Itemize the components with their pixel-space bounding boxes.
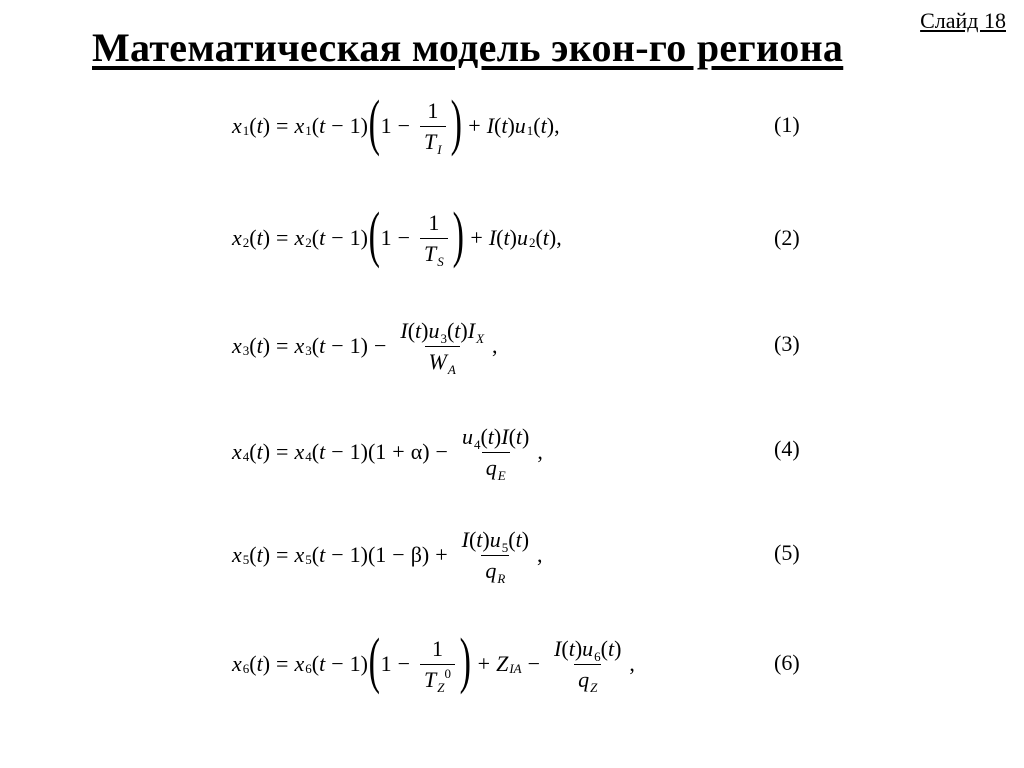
subscript: Z [437,679,445,695]
greek-alpha: α [410,439,423,464]
plus-sign: + [470,225,483,250]
paren: ( [249,439,257,464]
var-x: x [294,439,305,464]
var-t: t [256,333,263,358]
var-x: x [232,113,242,138]
paren: ) [522,424,530,450]
fraction [550,636,625,695]
paren: ) [482,527,490,553]
paren: ) [493,424,502,450]
var-q: q [485,557,497,583]
right-big-paren: ) [450,89,462,157]
var-u: u [516,225,528,250]
fraction-denominator [425,346,460,377]
minus-sign: − [331,333,344,358]
comma: , [492,333,498,358]
plus-sign: + [392,439,405,464]
paren: ( [533,113,541,138]
index: 4 [473,437,481,453]
var-x: x [294,542,305,567]
minus-sign: − [435,439,448,464]
paren: ) [360,225,368,250]
comma: , [556,225,562,250]
var-u: u [461,424,473,450]
number-one: 1 [380,225,392,250]
index: 1 [242,123,250,138]
equation-number: (4) [774,436,800,461]
minus-sign: − [331,225,344,250]
index: 2 [528,235,536,250]
left-big-paren: ( [368,627,380,695]
var-t: t [503,225,510,250]
minus-sign: − [397,113,411,138]
var-t: t [607,636,615,662]
paren: ( [311,333,320,358]
subscript: S [437,253,444,269]
var-x: x [232,333,242,358]
number-one: 1 [349,439,361,464]
fraction-denominator [574,664,601,695]
minus-sign: − [527,651,541,676]
fraction-numerator: 1 [427,98,439,124]
var-t: t [256,651,263,676]
paren: ) [546,113,555,138]
paren: ( [311,651,320,676]
var-T: T [424,666,437,692]
var-x: x [232,651,242,676]
minus-sign: − [373,333,387,358]
paren: ( [311,113,320,138]
paren: ( [494,113,502,138]
paren: ) [262,333,271,358]
equation-number: (2) [774,225,800,250]
var-t: t [568,636,575,662]
minus-sign: − [392,542,405,567]
fraction [420,636,455,695]
paren: ( [249,651,257,676]
index: 1 [305,123,312,138]
equals-sign: = [276,651,289,676]
number-one: 1 [380,651,392,676]
index: 6 [594,649,601,665]
paren: ) [421,318,429,344]
minus-sign: − [331,651,344,676]
var-q: q [578,666,590,692]
index: 3 [242,343,250,358]
plus-sign: + [468,113,481,138]
index: 3 [305,343,312,358]
var-t: t [542,225,549,250]
var-T: T [424,128,437,154]
minus-sign: − [397,651,411,676]
comma: , [537,439,543,464]
paren: ( [561,636,569,662]
var-t: t [256,225,263,250]
paren: ( [249,113,257,138]
fraction-numerator: 1 [432,636,443,662]
paren: ) [460,318,468,344]
index: 4 [242,449,250,464]
comma: , [537,542,543,567]
var-t: t [256,439,263,464]
var-t: t [319,113,326,138]
comma: , [554,113,560,138]
var-t: t [454,318,461,344]
var-x: x [232,439,242,464]
equation-5 [232,515,832,595]
equals-sign: = [276,225,289,250]
paren: ( [249,333,257,358]
subscript: E [497,467,506,483]
var-t: t [476,527,483,553]
var-x: x [294,225,305,250]
right-big-paren: ) [452,201,464,269]
paren: ( [480,424,488,450]
var-x: x [294,113,305,138]
fraction-numerator [550,637,625,663]
var-q: q [485,454,497,480]
slide-number: Слайд 18 [920,8,1006,33]
subscript: R [497,570,506,586]
index: 2 [305,235,312,250]
paren: ( [367,542,376,567]
var-W: W [428,348,447,374]
paren: ( [407,318,416,344]
number-one: 1 [375,542,387,567]
var-t: t [256,113,263,138]
number-one: 1 [349,651,361,676]
var-t: t [319,542,326,567]
var-t: t [487,424,494,450]
plus-sign: + [477,651,491,676]
right-big-paren: ) [459,627,472,695]
subscript: Z [590,679,598,695]
equation-number: (3) [774,331,800,356]
var-t: t [319,333,326,358]
subscript: A [447,361,456,377]
minus-sign: − [331,113,344,138]
var-Z: Z [496,651,509,676]
paren: ) [421,542,430,567]
paren: ) [614,636,622,662]
paren: ) [360,113,368,138]
subscript: X [476,331,485,347]
paren: ) [507,113,515,138]
minus-sign: − [397,225,411,250]
paren: ) [574,636,583,662]
equals-sign: = [276,333,289,358]
var-t: t [515,527,522,553]
plus-sign: + [435,542,448,567]
fraction [420,98,446,157]
index: 2 [242,235,250,250]
paren: ( [311,542,320,567]
equation-number: (6) [774,650,800,675]
fraction-denominator [420,126,446,157]
comma: , [629,651,635,676]
paren: ( [446,318,455,344]
var-I: I [554,636,562,662]
fraction-numerator [458,425,533,451]
slide-title: Математическая модель экон-го региона [92,25,844,70]
paren: ( [367,439,376,464]
var-u: u [582,636,594,662]
fraction-numerator [458,528,533,554]
paren: ( [600,636,608,662]
var-t: t [415,318,422,344]
fraction-denominator [481,555,509,586]
paren: ) [262,439,271,464]
subscript: IA [509,661,522,676]
var-x: x [294,333,305,358]
number-one: 1 [349,225,361,250]
index: 6 [242,661,250,676]
var-I: I [461,527,469,553]
paren: ( [249,225,257,250]
var-I: I [467,318,476,344]
paren: ( [535,225,543,250]
paren: ) [360,333,368,358]
paren: ( [249,542,257,567]
equation-6 [232,624,832,704]
equation-2 [232,198,832,278]
var-u: u [428,318,440,344]
var-t: t [540,113,547,138]
fraction-numerator: 1 [428,210,440,236]
index: 5 [305,552,312,567]
var-t: t [256,542,263,567]
var-T: T [424,240,437,266]
number-one: 1 [375,439,387,464]
fraction-numerator [396,319,488,345]
var-x: x [294,651,305,676]
var-t: t [319,439,326,464]
var-I: I [400,318,408,344]
paren: ) [521,527,530,553]
index: 5 [242,552,250,567]
paren: ) [360,542,368,567]
var-u: u [489,527,501,553]
left-big-paren: ( [368,89,380,157]
greek-beta: β [410,542,422,567]
paren: ) [360,439,368,464]
paren: ) [509,225,517,250]
equation-4 [232,412,832,492]
var-u: u [514,113,526,138]
fraction-denominator [482,452,510,483]
var-I: I [488,225,497,250]
fraction [458,424,533,483]
var-t: t [501,113,508,138]
index: 4 [305,449,312,464]
index: 1 [526,123,534,138]
equation-number: (5) [774,540,800,565]
var-t: t [515,424,523,450]
paren: ) [360,651,368,676]
paren: ( [311,225,320,250]
number-one: 1 [380,113,392,138]
equals-sign: = [276,113,289,138]
fraction [420,210,448,269]
var-t: t [319,225,326,250]
paren: ( [508,527,516,553]
var-I: I [501,424,509,450]
equals-sign: = [276,542,289,567]
paren: ) [262,225,271,250]
paren: ( [311,439,320,464]
var-x: x [232,225,242,250]
var-I: I [486,113,495,138]
var-t: t [319,651,326,676]
var-x: x [232,542,242,567]
paren: ) [262,113,271,138]
paren: ) [262,651,271,676]
fraction [396,318,488,377]
index: 6 [305,661,312,676]
number-one: 1 [349,113,361,138]
index: 3 [440,331,447,347]
paren: ( [468,527,477,553]
left-big-paren: ( [368,201,380,269]
index: 5 [501,540,509,556]
superscript: 0 [444,665,451,681]
paren: ) [548,225,557,250]
fraction-denominator [420,238,448,269]
equation-number: (1) [774,112,800,137]
paren: ) [262,542,271,567]
subscript: I [437,141,442,157]
paren: ( [496,225,504,250]
paren: ( [508,424,516,450]
fraction [458,527,533,586]
number-one: 1 [349,333,361,358]
equation-3 [232,306,832,386]
fraction-denominator [420,664,455,695]
paren: ) [422,439,430,464]
minus-sign: − [331,542,344,567]
equation-1 [232,86,832,166]
number-one: 1 [349,542,361,567]
minus-sign: − [331,439,344,464]
equals-sign: = [276,439,289,464]
